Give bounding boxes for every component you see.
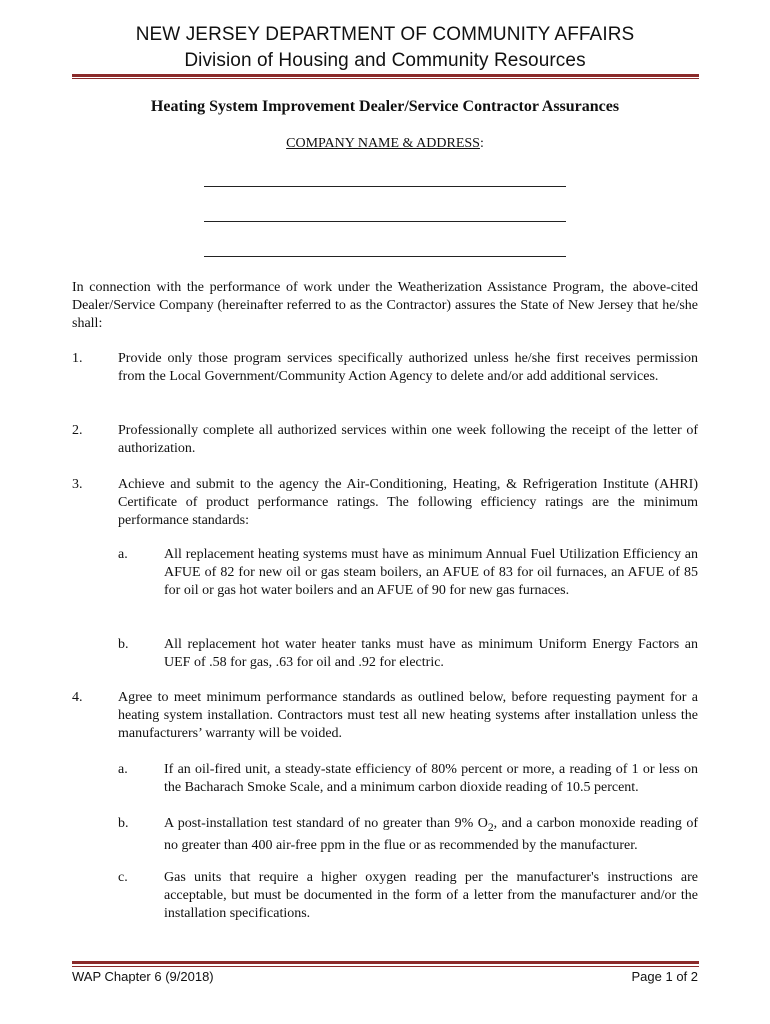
subitem-letter: b. [118,816,129,831]
company-line-1[interactable] [204,186,566,187]
subitem-letter: a. [118,762,128,777]
intro-paragraph: In connection with the performance of work under the Weatherization Assistance Program, the above-cited Dealer/Service Company (hereinafter referred to as the Contractor) assures the State of New Jersey that he/she shall: [72,280,698,331]
subitem-letter: c. [118,870,128,885]
item-number: 3. [72,477,83,492]
company-label-text: COMPANY NAME & ADDRESS [286,136,480,151]
subitem-text [164,815,698,855]
subitem-text-after: , and a carbon monoxide reading of no greater than 400 air-free ppm in the flue or as recommended by the manufacturer. [164,816,698,853]
item-number: 1. [72,351,83,366]
company-line-2[interactable] [204,221,566,222]
footer-chapter: WAP Chapter 6 (9/2018) [72,969,214,984]
item-number: 2. [72,423,83,438]
document-title: Heating System Improvement Dealer/Service Contractor Assurances [150,98,620,115]
company-line-3[interactable] [204,256,566,257]
subitem-text: All replacement heating systems must have as minimum Annual Fuel Utilization Efficiency an AFUE of 82 for new oil or gas steam boilers, an AFUE of 83 for oil furnaces, an AFUE of 85 for oil or gas hot water boilers and an AFUE of 90 for new gas furnaces. [164,547,698,598]
company-name-label [0,136,770,152]
subitem-text: Gas units that require a higher oxygen reading per the manufacturer's instructions are acceptable, but must be documented in the form of a letter from the manufacturer and/or the installation specifications. [164,870,698,921]
subitem-text-before: A post-installation test standard of no greater than 9% O [164,816,488,831]
subitem-letter: b. [118,637,129,652]
department-heading: NEW JERSEY DEPARTMENT OF COMMUNITY AFFAIRS [135,24,635,45]
company-label-colon: : [479,136,484,151]
division-heading: Division of Housing and Community Resources [184,50,586,71]
footer-rule [72,961,699,964]
item-text: Professionally complete all authorized services within one week following the receipt of the letter of authorization. [118,423,698,456]
item-text: Agree to meet minimum performance standards as outlined below, before requesting payment for a heating system installation. Contractors must test all new heating systems after installation unless the manufacturers’ warranty will be voided. [118,690,698,741]
footer-rule-thin [72,966,699,967]
footer-page-number: Page 1 of 2 [631,969,698,984]
header-rule [72,74,699,77]
subitem-letter: a. [118,547,128,562]
item-text: Achieve and submit to the agency the Air-Conditioning, Heating, & Refrigeration Institute (AHRI) Certificate of product performance ratings. The following efficiency ratings are the minimum performance standards: [118,477,698,528]
subitem-text: All replacement hot water heater tanks must have as minimum Uniform Energy Factors an UEF of .58 for gas, .63 for oil and .92 for electric. [164,637,698,670]
item-number: 4. [72,690,83,705]
header-rule-thin [72,78,699,79]
item-text: Provide only those program services specifically authorized unless he/she first receives permission from the Local Government/Community Action Agency to delete and/or add additional services. [118,351,698,384]
subscript-two: 2 [487,820,494,834]
subitem-text: If an oil-fired unit, a steady-state efficiency of 80% percent or more, a reading of 1 or less on the Bacharach Smoke Scale, and a minimum carbon dioxide reading of 10.5 percent. [164,762,698,795]
